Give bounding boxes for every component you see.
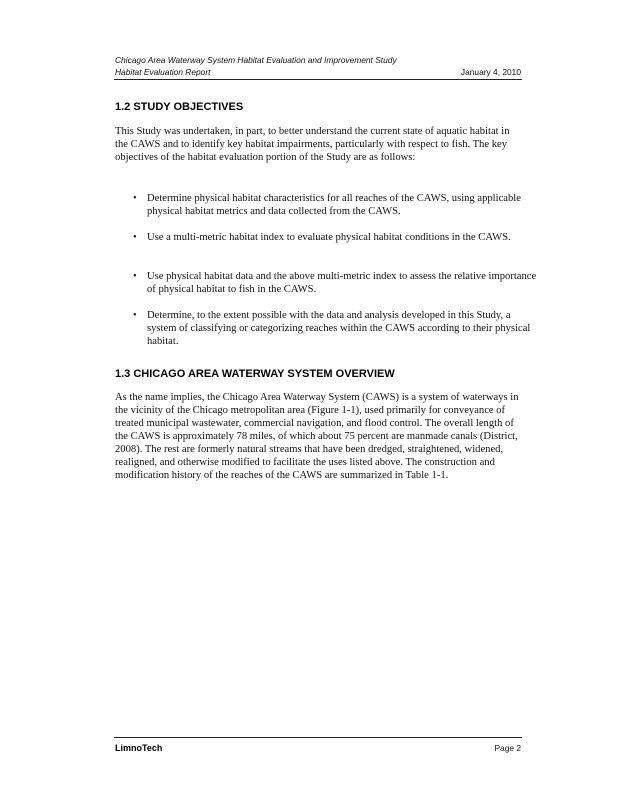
objective-list-item <box>133 270 539 296</box>
bullet-icon: • <box>133 232 137 243</box>
page-number: Page 2 <box>494 743 521 753</box>
objective-list-item <box>133 309 539 348</box>
section-heading-caws-overview: 1.3 CHICAGO AREA WATERWAY SYSTEM OVERVIEW <box>115 368 395 380</box>
objective-text: Determine physical habitat characteristics for all reaches of the CAWS, using applicable physical habitat metrics and data collected from the CAWS. <box>147 193 521 217</box>
objective-text: Determine, to the extent possible with the data and analysis developed in this Study, a system of classifying or categorizing reaches within the CAWS according to their physical habitat. <box>147 310 531 347</box>
header-divider <box>114 79 522 80</box>
objective-text: Use a multi-metric habitat index to evaluate physical habitat conditions in the CAWS. <box>147 232 511 243</box>
header-title: Chicago Area Waterway System Habitat Evaluation and Improvement Study <box>115 55 397 65</box>
caws-overview-body: As the name implies, the Chicago Area Waterway System (CAWS) is a system of waterways in the vicinity of the Chicago metropolitan area (Figure 1-1), used primarily for conveyance of treated municipal wastewater, commercial navigation, and flood control. The overall length of the CAWS is approximately 78 miles, of which about 75 percent are manmade canals (District, 2008). The rest are formerly natural streams that have been dredged, straightened, widened, realigned, and otherwise modified to facilitate the uses listed above. The construction and modification history of the reaches of the CAWS are summarized in Table 1-1. <box>115 392 519 481</box>
header-row <box>115 67 521 77</box>
bullet-icon: • <box>133 193 137 204</box>
footer-brand: LimnoTech <box>115 743 163 753</box>
header-subtitle: Habitat Evaluation Report <box>115 67 211 77</box>
study-objectives-intro: This Study was undertaken, in part, to better understand the current state of aquatic habitat in the CAWS and to identify key habitat impairments, particularly with respect to fish. The key objectives of the habitat evaluation portion of the Study are as follows: <box>115 126 510 163</box>
header-date: January 4, 2010 <box>460 67 521 77</box>
objective-text: Use physical habitat data and the above multi-metric index to assess the relative importance of physical habitat to fish in the CAWS. <box>147 271 537 295</box>
footer-divider <box>114 737 522 738</box>
objective-list-item <box>133 192 539 218</box>
objective-list-item <box>133 231 539 244</box>
bullet-icon: • <box>133 271 137 282</box>
footer-row <box>115 743 521 753</box>
section-heading-study-objectives: 1.2 STUDY OBJECTIVES <box>115 101 244 113</box>
bullet-icon: • <box>133 310 137 321</box>
